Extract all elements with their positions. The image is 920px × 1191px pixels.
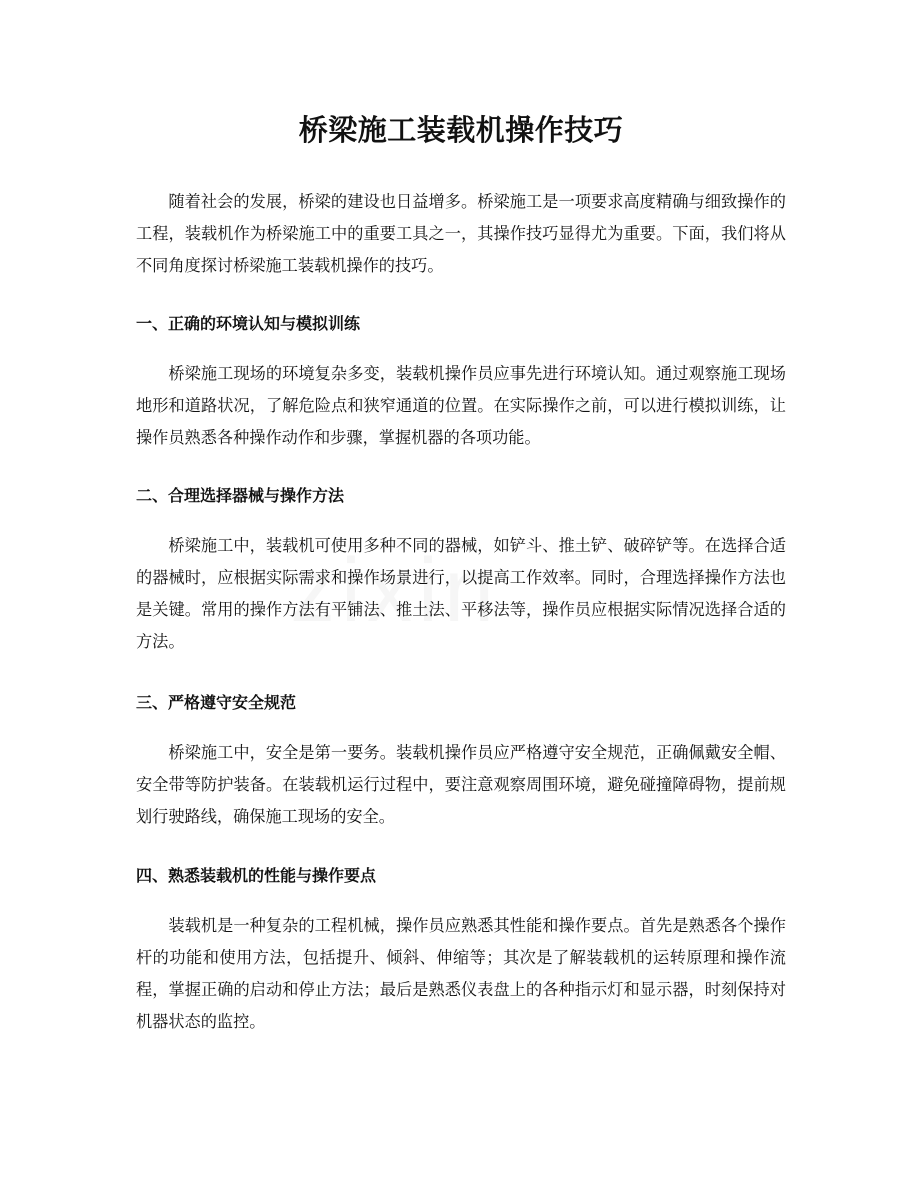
document-title: 桥梁施工装载机操作技巧 bbox=[298, 113, 624, 147]
section-body-4: 装载机是一种复杂的工程机械，操作员应熟悉其性能和操作要点。首先是熟悉各个操作杆的功能和使用方法，包括提升、倾斜、伸缩等；其次是了解装载机的运转原理和操作流程，掌握正确的启动和停止方法；最后是熟悉仪表盘上的各种指示灯和显示器，时刻保持对机器状态的监控。 bbox=[136, 916, 786, 1031]
intro-paragraph: 随着社会的发展，桥梁的建设也日益增多。桥梁施工是一项要求高度精确与细致操作的工程，装载机作为桥梁施工中的重要工具之一，其操作技巧显得尤为重要。下面，我们将从不同角度探讨桥梁施工装载机操作的技巧。 bbox=[136, 192, 786, 275]
section-heading-3: 三、严格遵守安全规范 bbox=[136, 693, 297, 712]
section-body-2: 桥梁施工中，装载机可使用多种不同的器械，如铲斗、推土铲、破碎铲等。在选择合适的器械时，应根据实际需求和操作场景进行，以提高工作效率。同时，合理选择操作方法也是关键。常用的操作方法有平铺法、推土法、平移法等，操作员应根据实际情况选择合适的方法。 bbox=[136, 536, 786, 651]
section-body-3: 桥梁施工中，安全是第一要务。装载机操作员应严格遵守安全规范，正确佩戴安全帽、安全带等防护装备。在装载机运行过程中，要注意观察周围环境，避免碰撞障碍物，提前规划行驶路线，确保施工现场的安全。 bbox=[136, 743, 786, 826]
section-heading-4: 四、熟悉装载机的性能与操作要点 bbox=[136, 866, 377, 885]
section-heading-2: 二、合理选择器械与操作方法 bbox=[136, 486, 345, 505]
section-heading-1: 一、正确的环境认知与模拟训练 bbox=[136, 314, 361, 333]
section-body-1: 桥梁施工现场的环境复杂多变，装载机操作员应事先进行环境认知。通过观察施工现场地形和道路状况，了解危险点和狭窄通道的位置。在实际操作之前，可以进行模拟训练，让操作员熟悉各种操作动作和步骤，掌握机器的各项功能。 bbox=[136, 364, 786, 447]
